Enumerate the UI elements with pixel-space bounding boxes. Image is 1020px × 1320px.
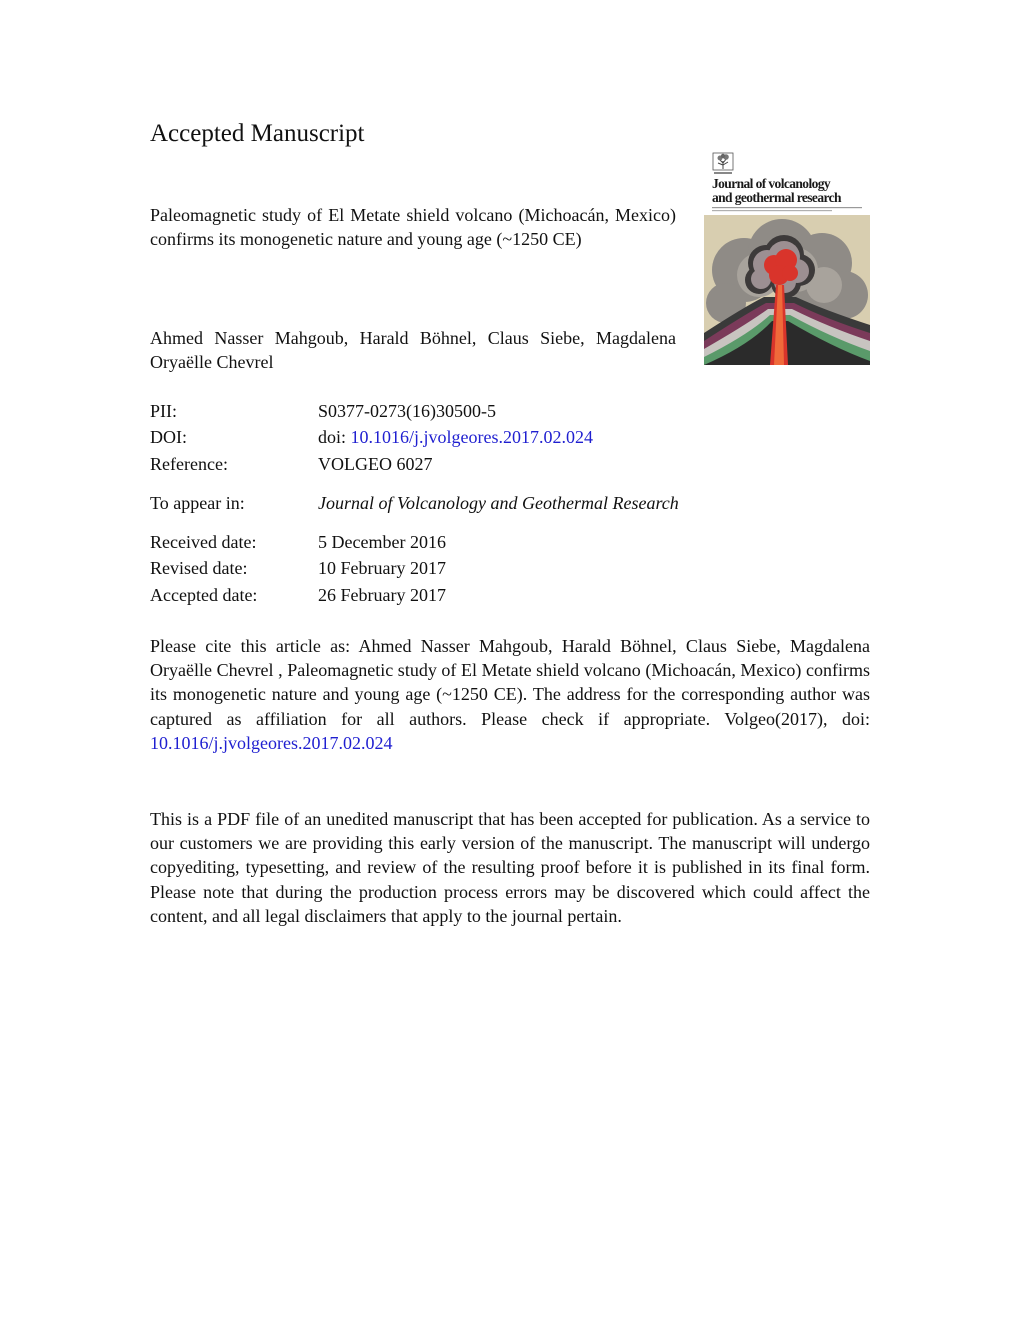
reference-value: VOLGEO 6027: [318, 454, 433, 474]
publisher-wordmark: [714, 172, 732, 174]
volcano-illustration: [704, 215, 870, 365]
cover-journal-title: [712, 177, 870, 205]
pii-label: PII:: [150, 401, 177, 421]
doi-link[interactable]: 10.1016/j.jvolgeores.2017.02.024: [350, 427, 593, 447]
appear-in-label: To appear in:: [150, 493, 245, 513]
pii-value: S0377-0273(16)30500-5: [318, 401, 496, 421]
doi-label: DOI:: [150, 427, 187, 447]
journal-name: Journal of Volcanology and Geothermal Research: [318, 493, 679, 513]
citation-doi-link[interactable]: 10.1016/j.jvolgeores.2017.02.024: [150, 732, 393, 753]
disclaimer-paragraph: This is a PDF file of an unedited manuscript that has been accepted for publication. As a service to our customers we are providing this early version of the manuscript. The manuscript will undergo copyediting, typesetting, and review of the resulting proof before it is published in its final form. Please note that during the production process errors may be discovered which could affect the content, and all legal disclaimers that apply to the journal pertain.: [150, 809, 870, 926]
author-list: Ahmed Nasser Mahgoub, Harald Böhnel, Claus Siebe, Magdalena Oryaëlle Chevrel: [150, 328, 676, 372]
elsevier-tree-logo-icon: [712, 152, 734, 176]
article-title: Paleomagnetic study of El Metate shield volcano (Michoacán, Mexico) confirms its monogenetic nature and young age (~1250 CE): [150, 205, 676, 249]
cover-fineprint-lines: [712, 207, 862, 213]
page-title: Accepted Manuscript: [150, 120, 365, 147]
accepted-label: Accepted date:: [150, 585, 258, 605]
accepted-date: 26 February 2017: [318, 585, 446, 605]
citation-paragraph: [150, 634, 870, 755]
cover-journal-line-1: Journal of volcanology: [712, 176, 831, 191]
received-date: 5 December 2016: [318, 532, 446, 552]
doi-prefix: doi:: [318, 427, 351, 447]
cover-journal-line-2: and geothermal research: [712, 190, 841, 205]
received-label: Received date:: [150, 532, 257, 552]
revised-date: 10 February 2017: [318, 558, 446, 578]
citation-text: Please cite this article as: Ahmed Nasser Mahgoub, Harald Böhnel, Claus Siebe, Magdalena Oryaëlle Chevrel , Paleomagnetic study of El Metate shield volcano (Michoacán, Mexico) confirms its monogenetic nature and young age (~1250 CE). The address for the corresponding author was captured as affiliation for all authors. Please check if appropriate. Volgeo(2017), doi:: [150, 636, 870, 729]
revised-label: Revised date:: [150, 558, 248, 578]
reference-label: Reference:: [150, 454, 228, 474]
doi-value: [318, 426, 593, 448]
journal-cover: [704, 152, 870, 365]
